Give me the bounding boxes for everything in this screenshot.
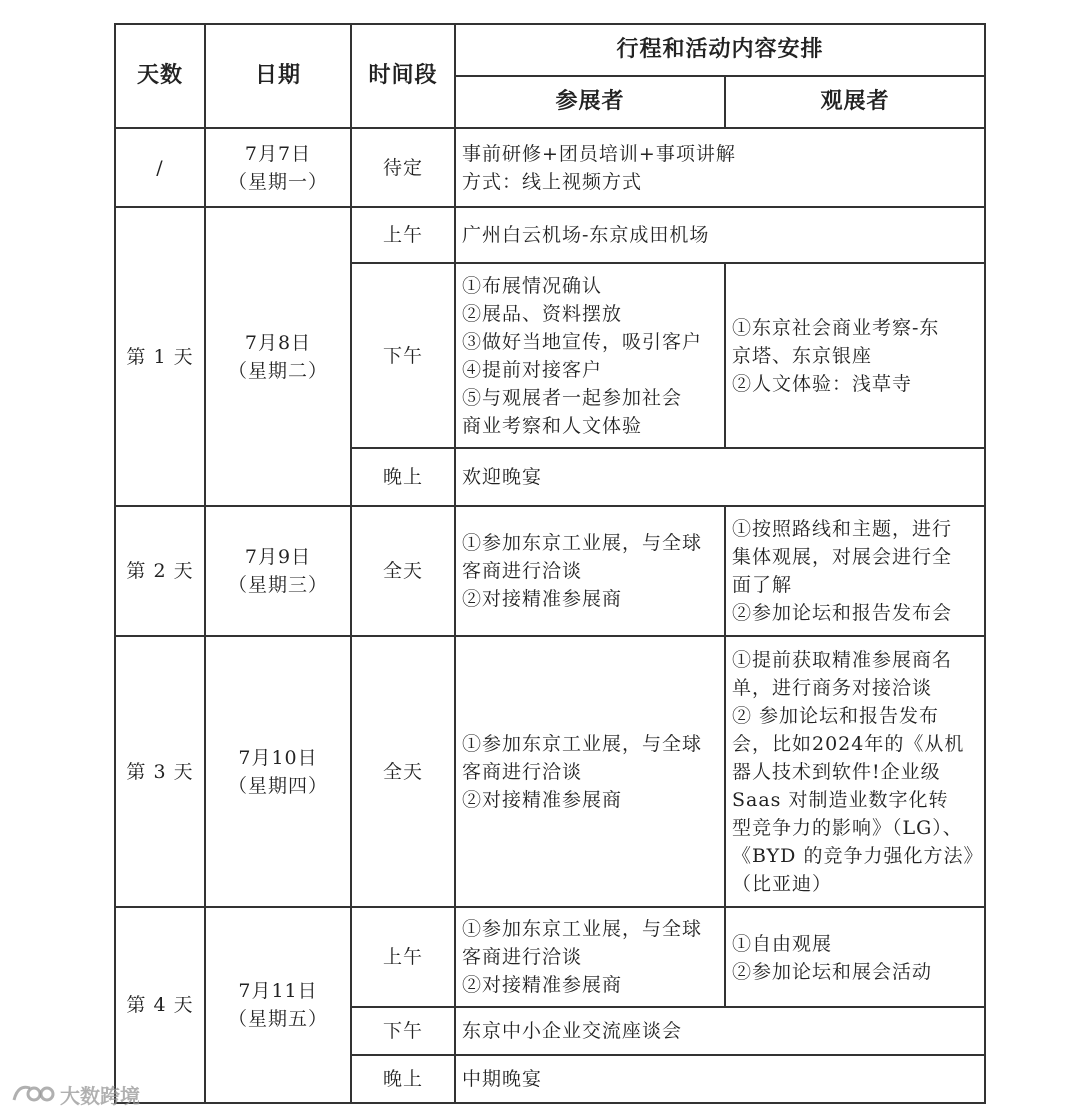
content-line: ②展品、资料摆放 (462, 302, 623, 325)
content-line: ⑤与观展者一起参加社会 (462, 386, 683, 409)
content-line: ①参加东京工业展，与全球 (462, 732, 703, 755)
content-line: 会，比如2024年的《从机 (732, 732, 965, 755)
content-line: 客商进行洽谈 (462, 560, 583, 582)
day-cell: 第 2 天 (115, 506, 205, 636)
content-cell: 中期晚宴 (455, 1055, 985, 1103)
visitor-cell (725, 506, 985, 636)
visitor-cell (725, 907, 985, 1007)
period-cell: 下午 (351, 263, 455, 448)
content-line: 京塔、东京银座 (732, 344, 873, 367)
period-cell: 上午 (351, 907, 455, 1007)
content-line: ②对接精准参展商 (462, 974, 623, 996)
schedule-table (114, 23, 986, 1104)
period-cell: 上午 (351, 207, 455, 263)
date-text: 7月11日 (238, 980, 318, 1002)
content-line: ② 参加论坛和报告发布 (732, 704, 940, 727)
exhibitor-cell (455, 636, 725, 907)
period-cell: 晚上 (351, 448, 455, 506)
weekday-text: （星期一） (227, 170, 328, 193)
content-line: 方式：线上视频方式 (462, 170, 643, 193)
header-period: 时间段 (351, 24, 455, 128)
content-line: ②参加论坛和报告发布会 (732, 602, 953, 624)
day-cell: / (115, 128, 205, 207)
date-text: 7月7日 (244, 142, 312, 165)
weekday-text: （星期三） (227, 574, 328, 596)
date-cell (205, 207, 351, 506)
content-line: ①参加东京工业展，与全球 (462, 918, 703, 940)
content-cell: 广州白云机场-东京成田机场 (455, 207, 985, 263)
day-cell: 第 4 天 (115, 907, 205, 1103)
date-text: 7月9日 (244, 546, 312, 568)
exhibitor-cell (455, 907, 725, 1007)
content-line: ②对接精准参展商 (462, 588, 623, 610)
content-line: 客商进行洽谈 (462, 760, 583, 783)
content-line: ②参加论坛和展会活动 (732, 961, 933, 983)
period-cell: 待定 (351, 128, 455, 207)
day-cell: 第 1 天 (115, 207, 205, 506)
content-line: ①按照路线和主题，进行 (732, 518, 953, 540)
content-line: ④提前对接客户 (462, 358, 603, 381)
content-line: ①布展情况确认 (462, 274, 603, 297)
period-cell: 下午 (351, 1007, 455, 1055)
watermark (10, 1078, 140, 1110)
content-line: 事前研修+团员培训+事项讲解 (462, 142, 736, 165)
period-cell: 晚上 (351, 1055, 455, 1103)
content-line: ①参加东京工业展，与全球 (462, 532, 703, 554)
content-line: 集体观展，对展会进行全 (732, 546, 953, 568)
content-line: ①东京社会商业考察-东 (732, 316, 940, 339)
weekday-text: （星期五） (227, 1008, 328, 1030)
period-cell: 全天 (351, 636, 455, 907)
content-line: 型竞争力的影响》（LG）、 (732, 816, 963, 839)
date-cell (205, 907, 351, 1103)
header-plan: 行程和活动内容安排 (455, 24, 985, 76)
content-line: Saas 对制造业数字化转 (732, 788, 949, 811)
date-text: 7月10日 (238, 746, 318, 769)
content-line: ③做好当地宣传，吸引客户 (462, 330, 703, 353)
visitor-cell (725, 263, 985, 448)
logo-icon (10, 1080, 56, 1108)
date-text: 7月8日 (244, 331, 312, 354)
content-line: （比亚迪） (732, 872, 833, 895)
content-line: ①提前获取精准参展商名 (732, 648, 953, 671)
content-cell: 欢迎晚宴 (455, 448, 985, 506)
exhibitor-cell (455, 263, 725, 448)
weekday-text: （星期四） (227, 774, 328, 797)
content-line: ②对接精准参展商 (462, 788, 623, 811)
content-line: 《BYD 的竞争力强化方法》 (732, 844, 984, 867)
date-cell (205, 506, 351, 636)
period-cell: 全天 (351, 506, 455, 636)
header-date: 日期 (205, 24, 351, 128)
header-visitor: 观展者 (725, 76, 985, 128)
weekday-text: （星期二） (227, 359, 328, 382)
content-cell (455, 128, 985, 207)
content-line: 商业考察和人文体验 (462, 414, 643, 437)
content-line: 客商进行洽谈 (462, 946, 583, 968)
content-line: 面了解 (732, 574, 793, 596)
content-cell: 东京中小企业交流座谈会 (455, 1007, 985, 1055)
content-line: ②人文体验：浅草寺 (732, 372, 913, 395)
watermark-text: 大数跨境 (60, 1083, 140, 1108)
header-days: 天数 (115, 24, 205, 128)
header-exhibitor: 参展者 (455, 76, 725, 128)
day-cell: 第 3 天 (115, 636, 205, 907)
date-cell (205, 128, 351, 207)
date-cell (205, 636, 351, 907)
content-line: ①自由观展 (732, 933, 833, 955)
exhibitor-cell (455, 506, 725, 636)
content-line: 器人技术到软件!企业级 (732, 760, 941, 783)
visitor-cell (725, 636, 985, 907)
content-line: 单，进行商务对接洽谈 (732, 676, 933, 699)
